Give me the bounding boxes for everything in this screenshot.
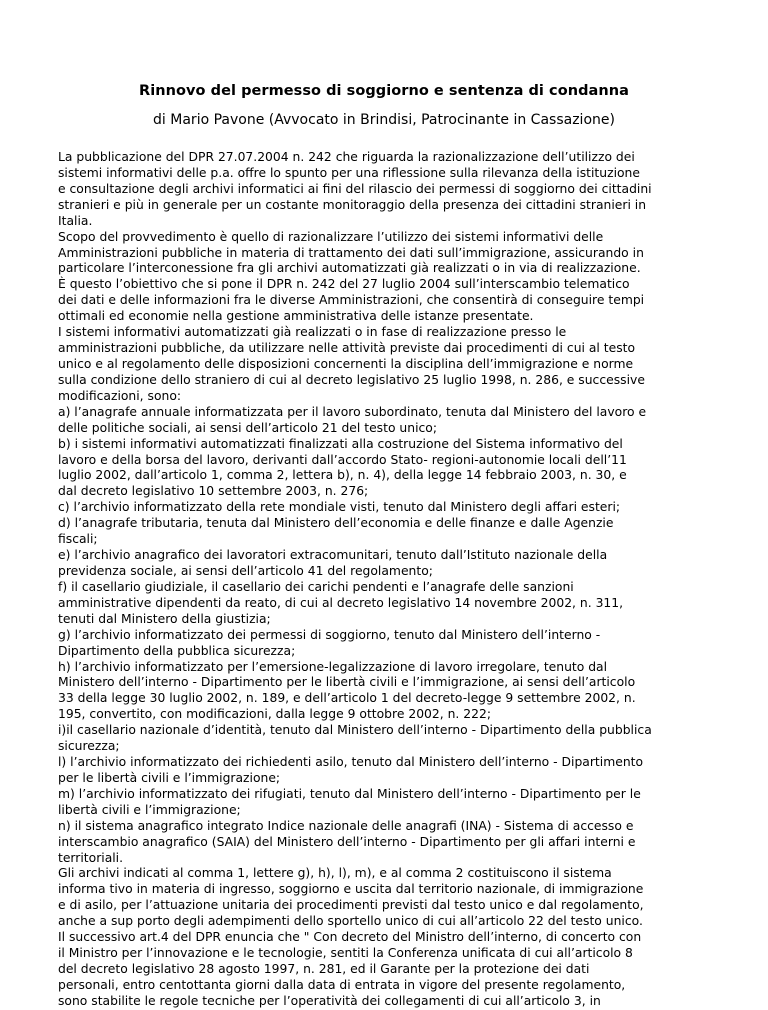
text-line: e) l’archivio anagrafico dei lavoratori extracomunitari, tenuto dall’Istituto nazionale della	[58, 548, 608, 563]
text-line: previdenza sociale, ai sensi dell’articolo 41 del regolamento;	[58, 563, 433, 578]
text-line: f) il casellario giudiziale, il casellario dei carichi pendenti e l’anagrafe delle sanzioni	[58, 579, 574, 594]
text-line: e di asilo, per l’attuazione unitaria dei procedimenti previsti dal testo unico e dal regolamento,	[58, 898, 644, 913]
text-line: modificazioni, sono:	[58, 388, 182, 403]
text-line: h) l’archivio informatizzato per l’emersione-legalizzazione di lavoro irregolare, tenuto dal	[58, 659, 608, 674]
text-line: Scopo del provvedimento è quello di razionalizzare l’utilizzo dei sistemi informativi delle	[58, 229, 604, 244]
text-line: personali, entro centottanta giorni dalla data di entrata in vigore del presente regolamento,	[58, 977, 626, 992]
text-line: fiscali;	[58, 532, 98, 547]
text-line: Amministrazioni pubbliche in materia di trattamento dei dati sull’immigrazione, assicurando in	[58, 245, 644, 260]
text-line: il Ministro per l’innovazione e le tecnologie, sentiti la Conferenza unificata di cui all’articolo 8	[58, 946, 633, 961]
text-line: del decreto legislativo 28 agosto 1997, n. 281, ed il Garante per la protezione dei dati	[58, 962, 590, 977]
text-line: È questo l’obiettivo che si pone il DPR n. 242 del 27 luglio 2004 sull’interscambio telematico	[58, 277, 630, 292]
text-line: La pubblicazione del DPR 27.07.2004 n. 242 che riguarda la razionalizzazione dell’utilizzo dei	[58, 150, 635, 164]
text-line: tenuti dal Ministero della giustizia;	[58, 611, 271, 626]
text-line: Gli archivi indicati al comma 1, lettere g), h), l), m), e al comma 2 costituiscono il sistema	[58, 866, 612, 881]
text-line: dal decreto legislativo 10 settembre 2003, n. 276;	[58, 484, 369, 499]
text-line: sistemi informativi delle p.a. offre lo spunto per una riflessione sulla rilevanza della istituzione	[58, 165, 640, 180]
text-line: e consultazione degli archivi informatici ai fini del rilascio dei permessi di soggiorno dei cittadini	[58, 181, 652, 196]
text-line: libertà civili e l’immigrazione;	[58, 802, 241, 817]
document-title: Rinnovo del permesso di soggiorno e sentenza di condanna	[139, 83, 629, 99]
text-line: c) l’archivio informatizzato della rete mondiale visti, tenuto dal Ministero degli affari esteri;	[58, 500, 621, 515]
document-byline: di Mario Pavone (Avvocato in Brindisi, Patrocinante in Cassazione)	[153, 112, 615, 128]
text-line: g) l’archivio informatizzato dei permessi di soggiorno, tenuto dal Ministero dell’interno -	[58, 627, 601, 642]
text-line: territoriali.	[58, 850, 124, 865]
text-line: 195, convertito, con modificazioni, dalla legge 9 ottobre 2002, n. 222;	[58, 707, 491, 722]
text-line: Il successivo art.4 del DPR enuncia che " Con decreto del Ministro dell’interno, di concerto con	[58, 930, 642, 945]
text-line: m) l’archivio informatizzato dei rifugiati, tenuto dal Ministero dell’interno - Dipartimento per le	[58, 786, 641, 801]
text-line: ottimali ed economie nella gestione amministrativa delle istanze presentate.	[58, 309, 534, 324]
text-line: Dipartimento della pubblica sicurezza;	[58, 643, 296, 658]
text-line: i)il casellario nazionale d’identità, tenuto dal Ministero dell’interno - Dipartimento della pubblica	[58, 723, 652, 738]
text-line: lavoro e della borsa del lavoro, derivanti dall’accordo Stato- regioni-autonomie locali dell’11	[58, 452, 627, 467]
text-line: n) il sistema anagrafico integrato Indice nazionale delle anagrafi (INA) - Sistema di accesso e	[58, 818, 634, 833]
text-line: sono stabilite le regole tecniche per l’operatività dei collegamenti di cui all’articolo 3, in	[58, 993, 601, 1008]
text-line: sicurezza;	[58, 739, 120, 754]
text-line: amministrazioni pubbliche, da utilizzare nelle attività previste dai procedimenti di cui al testo	[58, 341, 636, 356]
text-line: 33 della legge 30 luglio 2002, n. 189, e dell’articolo 1 del decreto-legge 9 settembre 2002, n.	[58, 691, 636, 706]
text-line: stranieri e più in generale per un costante monitoraggio della presenza dei cittadini stranieri in	[58, 197, 647, 212]
document-body	[58, 150, 738, 1010]
text-line: l) l’archivio informatizzato dei richiedenti asilo, tenuto dal Ministero dell’interno - Dipartimento	[58, 755, 644, 770]
text-line: unico e al regolamento delle disposizioni concernenti la disciplina dell’immigrazione e norme	[58, 356, 634, 371]
text-line: anche a sup porto degli adempimenti dello sportello unico di cui all’articolo 22 del testo unico.	[58, 914, 643, 929]
text-line: luglio 2002, dall’articolo 1, comma 2, lettera b), n. 4), della legge 14 febbraio 2003, n. 30, e	[58, 468, 627, 483]
text-line: sulla condizione dello straniero di cui al decreto legislativo 25 luglio 1998, n. 286, e successive	[58, 372, 645, 387]
text-line: per le libertà civili e l’immigrazione;	[58, 770, 281, 785]
text-line: dei dati e delle informazioni fra le diverse Amministrazioni, che consentirà di conseguire tempi	[58, 293, 645, 308]
text-line: interscambio anagrafico (SAIA) del Ministero dell’interno - Dipartimento per gli affari interni e	[58, 834, 636, 849]
text-line: particolare l’interconessione fra gli archivi automatizzati già realizzati o in via di realizzazione.	[58, 261, 641, 276]
text-line: informa tivo in materia di ingresso, soggiorno e uscita dal territorio nazionale, di immigrazione	[58, 882, 644, 897]
text-line: a) l’anagrafe annuale informatizzata per il lavoro subordinato, tenuta dal Ministero del lavoro e	[58, 404, 647, 419]
text-line: Ministero dell’interno - Dipartimento per le libertà civili e l’immigrazione, ai sensi dell’articolo	[58, 675, 636, 690]
text-line: delle politiche sociali, ai sensi dell’articolo 21 del testo unico;	[58, 420, 438, 435]
text-line: amministrative dipendenti da reato, di cui al decreto legislativo 14 novembre 2002, n. 311,	[58, 595, 624, 610]
text-line: I sistemi informativi automatizzati già realizzati o in fase di realizzazione presso le	[58, 325, 567, 340]
text-line: b) i sistemi informativi automatizzati finalizzati alla costruzione del Sistema informativo del	[58, 436, 623, 451]
text-line: Italia.	[58, 213, 93, 228]
text-line: d) l’anagrafe tributaria, tenuta dal Ministero dell’economia e delle finanze e dalle Agenzie	[58, 516, 614, 531]
